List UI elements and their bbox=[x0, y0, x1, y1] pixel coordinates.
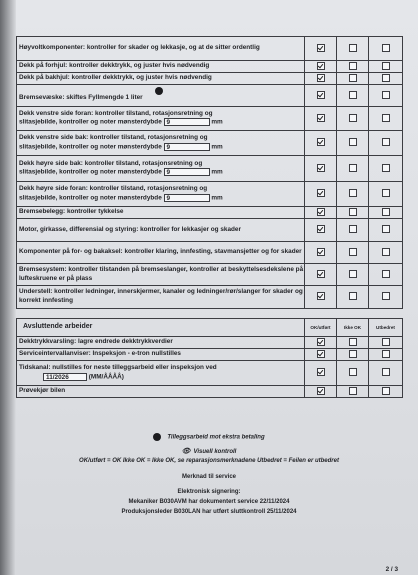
table-row bbox=[17, 61, 403, 73]
unit-label: mm bbox=[211, 118, 223, 126]
signing-title: Elektronisk signering: bbox=[177, 489, 241, 495]
ok-checkbox[interactable] bbox=[317, 114, 325, 122]
closing-header-row bbox=[17, 319, 403, 337]
ok-checkbox[interactable] bbox=[317, 62, 325, 70]
not-ok-checkbox[interactable] bbox=[349, 368, 357, 376]
fixed-checkbox[interactable] bbox=[382, 164, 390, 172]
ok-checkbox[interactable] bbox=[317, 91, 325, 99]
check-label: Dekktrykkvarsling: lagre endrede dekktrykkverdier bbox=[17, 337, 305, 349]
check-label-line1: Tidskanal: nullstilles for neste tilleggsarbeid eller inspeksjon ved bbox=[19, 364, 217, 372]
check-label: Prøvekjør bilen bbox=[17, 386, 305, 398]
table-row bbox=[17, 131, 403, 156]
check-label: Høyvoltkomponenter: kontroller for skader og lekkasje, og at de sitter ordentlig bbox=[17, 37, 305, 61]
ok-checkbox[interactable] bbox=[317, 350, 325, 358]
extra-cost-dot-icon bbox=[155, 87, 163, 95]
ok-checkbox[interactable] bbox=[317, 248, 325, 256]
legend-eye-text: Visuell kontroll bbox=[193, 449, 237, 455]
date-format-label: (MM/ÅÅÅÅ) bbox=[88, 373, 124, 381]
not-ok-checkbox[interactable] bbox=[349, 164, 357, 172]
manager-signature: Produksjonsleder B030LAN har utført sluttkontroll 25/11/2024 bbox=[121, 509, 297, 515]
fixed-checkbox[interactable] bbox=[382, 138, 390, 146]
check-label: Bremsebelegg: kontroller tykkelse bbox=[17, 207, 305, 219]
tread-depth-field[interactable]: 9 bbox=[164, 143, 210, 151]
fixed-checkbox[interactable] bbox=[382, 91, 390, 99]
fixed-checkbox[interactable] bbox=[382, 74, 390, 82]
not-ok-checkbox[interactable] bbox=[349, 44, 357, 52]
table-row bbox=[17, 107, 403, 131]
fixed-checkbox[interactable] bbox=[382, 270, 390, 278]
not-ok-checkbox[interactable] bbox=[349, 138, 357, 146]
fixed-checkbox[interactable] bbox=[382, 225, 390, 233]
table-row bbox=[17, 242, 403, 264]
ok-checkbox[interactable] bbox=[317, 270, 325, 278]
check-label-line1: Dekk høyre side foran: kontroller tilstand, rotasjonsretning og bbox=[19, 185, 208, 193]
closing-work-table bbox=[16, 318, 403, 398]
check-label-line2: slitasjebilde, kontroller og noter mønsterdybde bbox=[19, 168, 162, 176]
ok-checkbox[interactable] bbox=[317, 164, 325, 172]
not-ok-checkbox[interactable] bbox=[349, 189, 357, 197]
not-ok-checkbox[interactable] bbox=[349, 114, 357, 122]
check-label-line1: Dekk venstre side bak: kontroller tilstand, rotasjonsretning og bbox=[19, 134, 208, 142]
fixed-checkbox[interactable] bbox=[382, 114, 390, 122]
page-number: 2 / 3 bbox=[385, 566, 398, 573]
ok-checkbox[interactable] bbox=[317, 387, 325, 395]
fixed-checkbox[interactable] bbox=[382, 368, 390, 376]
check-label-line1: Dekk høyre side bak: kontroller tilstand, rotasjonsretning og bbox=[19, 159, 203, 167]
unit-label: mm bbox=[211, 194, 223, 202]
legend-extra-cost bbox=[0, 433, 418, 441]
check-label: Bremsevæske: skiftes Fyllmengde 1 liter bbox=[19, 94, 143, 102]
table-row bbox=[17, 182, 403, 207]
table-row bbox=[17, 264, 403, 286]
table-row bbox=[17, 207, 403, 219]
unit-label: mm bbox=[211, 168, 223, 176]
not-ok-checkbox[interactable] bbox=[349, 248, 357, 256]
fixed-checkbox[interactable] bbox=[382, 350, 390, 358]
table-row bbox=[17, 386, 403, 398]
check-label-line2: slitasjebilde, kontroller og noter mønsterdybde bbox=[19, 194, 162, 202]
not-ok-checkbox[interactable] bbox=[349, 387, 357, 395]
fixed-checkbox[interactable] bbox=[382, 189, 390, 197]
table-row bbox=[17, 349, 403, 361]
table-row bbox=[17, 85, 403, 107]
unit-label: mm bbox=[211, 143, 223, 151]
ok-checkbox[interactable] bbox=[317, 338, 325, 346]
ok-checkbox[interactable] bbox=[317, 292, 325, 300]
not-ok-checkbox[interactable] bbox=[349, 208, 357, 216]
legend-dot-text: Tilleggsarbeid mot ekstra betaling bbox=[167, 434, 265, 441]
fixed-checkbox[interactable] bbox=[382, 248, 390, 256]
closing-title: Avsluttende arbeider bbox=[17, 319, 305, 337]
check-label: Motor, girkasse, differensial og styring: kontroller for lekkasjer og skader bbox=[17, 219, 305, 242]
not-ok-checkbox[interactable] bbox=[349, 91, 357, 99]
not-ok-checkbox[interactable] bbox=[349, 292, 357, 300]
ok-checkbox[interactable] bbox=[317, 208, 325, 216]
table-row bbox=[17, 73, 403, 85]
service-check-table bbox=[16, 36, 403, 309]
check-label: Bremsesystem: kontroller tilstanden på bremseslanger, kontroller at beskyttelsesdekslene på lufteskruene er på plass bbox=[17, 264, 305, 286]
next-service-date-field[interactable]: 11/2026 bbox=[43, 373, 87, 381]
table-row bbox=[17, 286, 403, 309]
not-ok-checkbox[interactable] bbox=[349, 350, 357, 358]
not-ok-checkbox[interactable] bbox=[349, 270, 357, 278]
check-label-line2: slitasjebilde, kontroller og noter mønsterdybde bbox=[19, 118, 162, 126]
header-ok: OK/utført bbox=[305, 319, 337, 337]
table-row bbox=[17, 156, 403, 182]
check-label-line2: slitasjebilde, kontroller og noter mønsterdybde bbox=[19, 143, 162, 151]
fixed-checkbox[interactable] bbox=[382, 62, 390, 70]
table-row bbox=[17, 37, 403, 61]
tread-depth-field[interactable]: 9 bbox=[164, 118, 210, 126]
fixed-checkbox[interactable] bbox=[382, 292, 390, 300]
check-label: Dekk på bakhjul: kontroller dekktrykk, og juster hvis nødvendig bbox=[17, 73, 305, 85]
table-row bbox=[17, 361, 403, 386]
ok-checkbox[interactable] bbox=[317, 225, 325, 233]
fixed-checkbox[interactable] bbox=[382, 208, 390, 216]
tread-depth-field[interactable]: 9 bbox=[164, 194, 210, 202]
check-label: Serviceintervallanviser: Inspeksjon - e-tron nullstilles bbox=[17, 349, 305, 361]
ok-checkbox[interactable] bbox=[317, 138, 325, 146]
legend-status: OK/utført = OK Ikke OK = Ikke OK, se reparasjonsmerknadene Utbedret = Feilen er utbedret bbox=[79, 458, 339, 464]
ok-checkbox[interactable] bbox=[317, 368, 325, 376]
fixed-checkbox[interactable] bbox=[382, 338, 390, 346]
tread-depth-field[interactable]: 9 bbox=[164, 168, 210, 176]
ok-checkbox[interactable] bbox=[317, 44, 325, 52]
not-ok-checkbox[interactable] bbox=[349, 225, 357, 233]
ok-checkbox[interactable] bbox=[317, 74, 325, 82]
header-not-ok: Ikke OK bbox=[337, 319, 369, 337]
fixed-checkbox[interactable] bbox=[382, 387, 390, 395]
check-label-line1: Dekk venstre side foran: kontroller tilstand, rotasjonsretning og bbox=[19, 109, 213, 117]
header-fixed: Utbedret bbox=[369, 319, 403, 337]
not-ok-checkbox[interactable] bbox=[349, 74, 357, 82]
eye-icon: 👁 bbox=[181, 448, 191, 455]
legend-visual bbox=[0, 447, 418, 455]
check-label: Understell: kontroller ledninger, innerskjermer, kanaler og ledninger/rør/slanger for skader og korrekt innfesting bbox=[17, 286, 305, 309]
table-row bbox=[17, 219, 403, 242]
customer-note-label: Merknad til service bbox=[181, 474, 237, 480]
check-label: Dekk på forhjul: kontroller dekktrykk, og juster hvis nødvendig bbox=[17, 61, 305, 73]
table-row bbox=[17, 337, 403, 349]
not-ok-checkbox[interactable] bbox=[349, 338, 357, 346]
extra-cost-dot-icon bbox=[153, 433, 161, 441]
mechanic-signature: Mekaniker B030AVM har dokumentert service 22/11/2024 bbox=[128, 499, 290, 505]
ok-checkbox[interactable] bbox=[317, 189, 325, 197]
check-label: Komponenter på for- og bakaksel: kontroller klaring, innfesting, stavmansjetter og for skader bbox=[17, 242, 305, 264]
fixed-checkbox[interactable] bbox=[382, 44, 390, 52]
not-ok-checkbox[interactable] bbox=[349, 62, 357, 70]
